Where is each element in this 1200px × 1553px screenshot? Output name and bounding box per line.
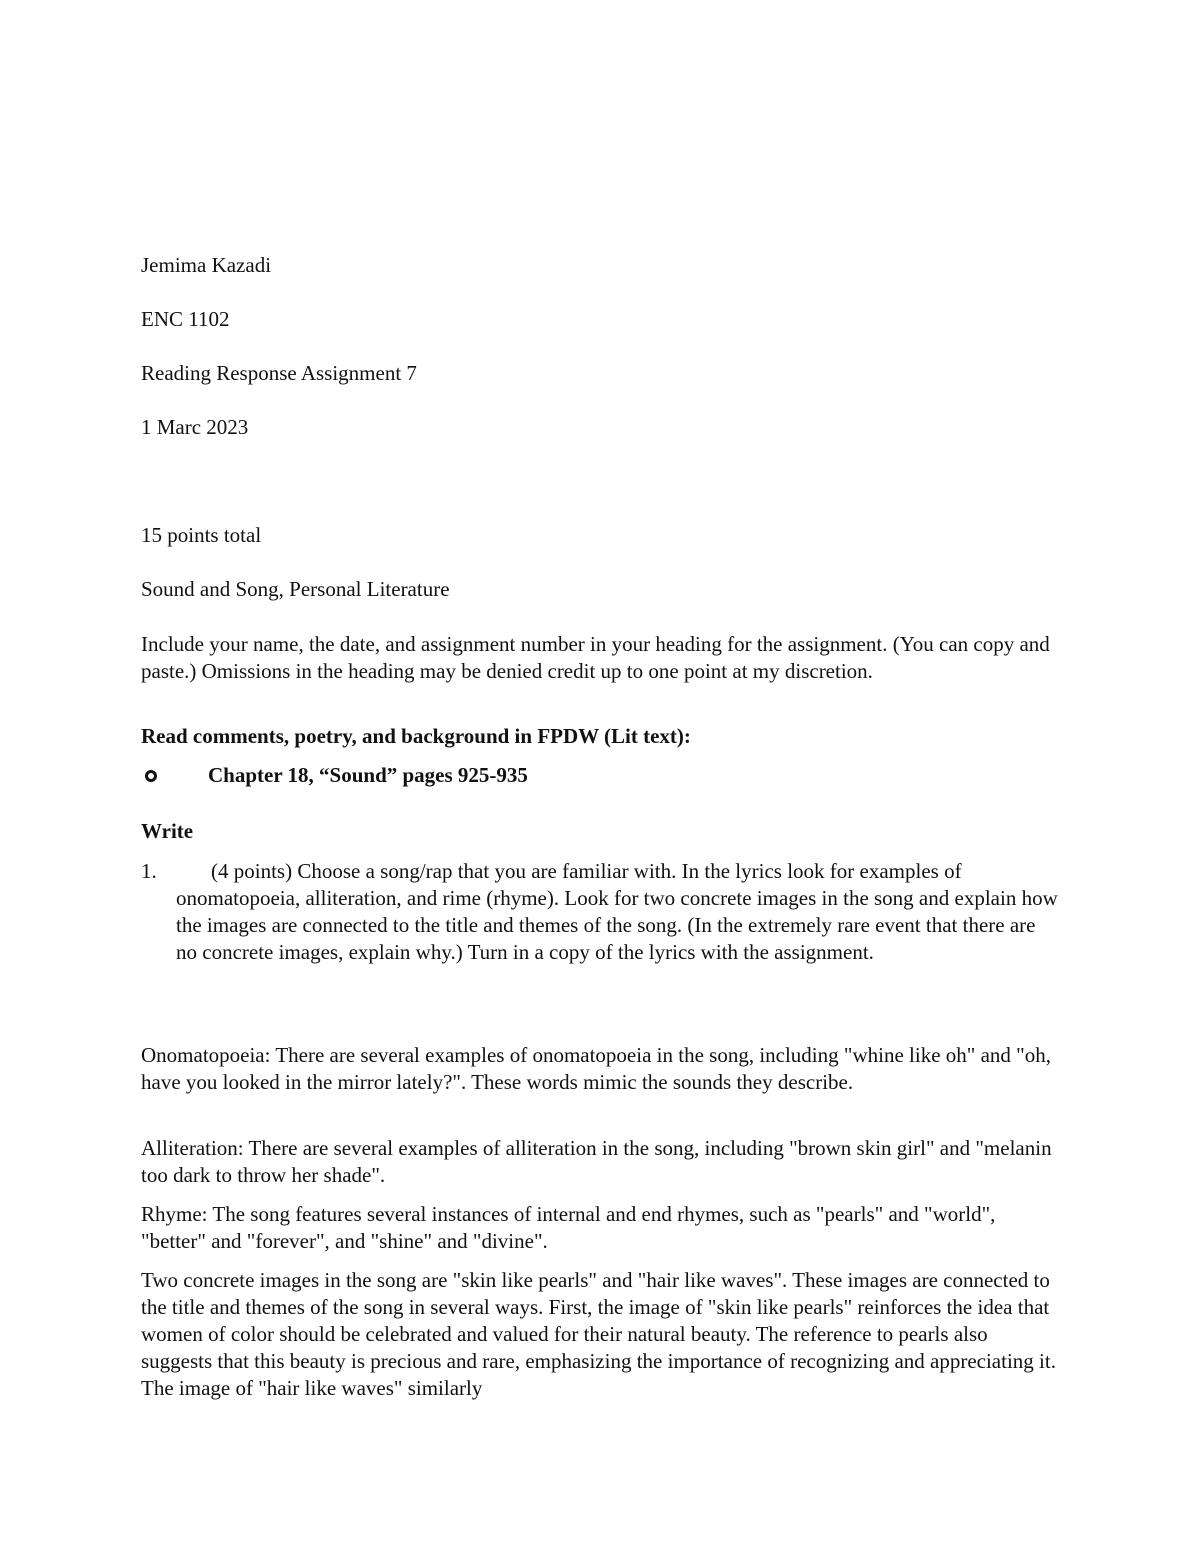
reading-item-text: Chapter 18, “Sound” pages 925-935 xyxy=(208,763,528,787)
write-heading: Write xyxy=(141,819,194,843)
list-item-number: 1. xyxy=(141,859,157,883)
write-item-text: (4 points) Choose a song/rap that you are familiar with. In the lyrics look for examples of onomatopoeia, alliteration, and rime (rhyme). Look for two concrete images in the song and explain how the images are connected to the title and themes of the song. (In the extremely rare event that there are no concrete images, explain why.) Turn in a copy of the lyrics with the assignment. xyxy=(176,859,1058,964)
topic-line: Sound and Song, Personal Literature xyxy=(141,577,450,601)
assignment-title: Reading Response Assignment 7 xyxy=(141,361,417,385)
read-heading: Read comments, poetry, and background in FPDW (Lit text): xyxy=(141,724,691,748)
rhyme-paragraph: Rhyme: The song features several instances of internal and end rhymes, such as "pearls" and "world", "better" and "forever", and "shine" and "divine". xyxy=(141,1202,996,1253)
student-name: Jemima Kazadi xyxy=(141,253,272,277)
write-list-item xyxy=(141,858,1061,966)
instructions-paragraph: Include your name, the date, and assignment number in your heading for the assignment. (You can copy and paste.) Omissions in the heading may be denied credit up to one point at my discretion. xyxy=(141,632,1050,683)
hollow-bullet-icon xyxy=(145,770,157,782)
onomatopoeia-paragraph: Onomatopoeia: There are several examples of onomatopoeia in the song, including "whine like oh" and "oh, have you looked in the mirror lately?". These words mimic the sounds they describe. xyxy=(141,1043,1051,1094)
assignment-date: 1 Marc 2023 xyxy=(141,415,249,439)
alliteration-paragraph: Alliteration: There are several examples of alliteration in the song, including "brown skin girl" and "melanin too dark to throw her shade". xyxy=(141,1136,1052,1187)
points-total: 15 points total xyxy=(141,523,262,547)
course-code: ENC 1102 xyxy=(141,307,230,331)
reading-list-item xyxy=(141,762,528,789)
concrete-images-paragraph: Two concrete images in the song are "skin like pearls" and "hair like waves". These images are connected to the title and themes of the song in several ways. First, the image of "skin like pearls" reinforces the idea that women of color should be celebrated and valued for their natural beauty. The reference to pearls also suggests that this beauty is precious and rare, emphasizing the importance of recognizing and appreciating it. The image of "hair like waves" similarly xyxy=(141,1268,1056,1400)
